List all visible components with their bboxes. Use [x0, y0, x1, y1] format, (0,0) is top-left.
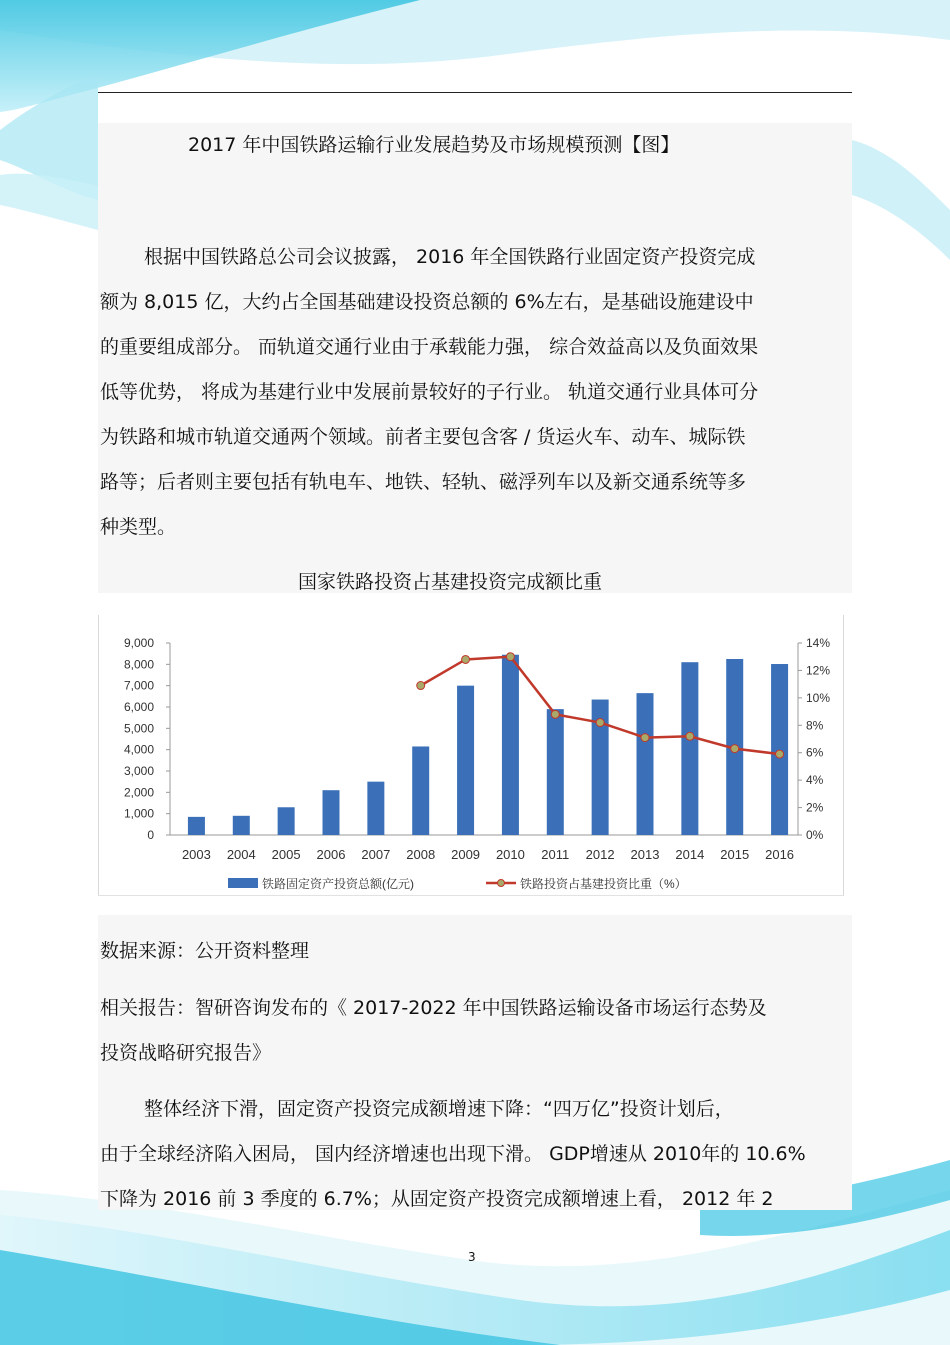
x-axis-tick-label: 2004	[226, 847, 256, 862]
x-axis-tick-label: 2014	[675, 847, 705, 862]
source-note: 数据来源：公开资料整理	[100, 940, 310, 962]
right-axis-tick-label: 12%	[806, 663, 831, 678]
railway-investment-chart	[98, 593, 852, 915]
left-axis-tick-label: 0	[147, 828, 154, 842]
bar-2014	[681, 662, 698, 835]
left-axis-tick-label: 9,000	[123, 636, 154, 650]
chart-title: 国家铁路投资占基建投资完成额比重	[298, 571, 603, 593]
x-axis-tick-label: 2010	[495, 847, 525, 862]
document-title: 2017 年中国铁路运输行业发展趋势及市场规模预测【图】	[188, 134, 680, 156]
x-axis-tick-label: 2007	[361, 847, 391, 862]
left-axis-tick-label: 3,000	[123, 764, 154, 778]
paragraph-line: 路等；后者则主要包括有轨电车、地铁、轻轨、磁浮列车以及新交通系统等多	[100, 471, 747, 493]
right-axis-tick-label: 0%	[806, 828, 824, 842]
right-axis-tick-label: 4%	[806, 773, 824, 788]
related-report-line: 相关报告：智研咨询发布的《 2017-2022 年中国铁路运输设备市场运行态势及	[100, 997, 767, 1019]
left-axis-tick-label: 1,000	[123, 806, 154, 821]
x-axis-tick-label: 2013	[630, 847, 660, 862]
x-axis-tick-label: 2015	[720, 847, 750, 862]
bar-2009	[457, 686, 474, 835]
bar-2010	[502, 655, 519, 835]
bar-2007	[367, 782, 384, 835]
paragraph-line: 下降为 2016 前 3 季度的 6.7%；从固定资产投资完成额增速上看， 2012 年 2	[100, 1188, 774, 1210]
ratio-point-2014	[686, 732, 694, 740]
ratio-point-2010	[506, 653, 514, 661]
bar-2008	[412, 746, 429, 835]
x-axis-tick-label: 2005	[271, 847, 301, 862]
paragraph-line: 的重要组成部分。 而轨道交通行业由于承载能力强， 综合效益高以及负面效果	[100, 336, 759, 358]
paragraph-line: 由于全球经济陷入困局， 国内经济增速也出现下滑。 GDP增速从 2010年的 10.6%	[100, 1143, 806, 1165]
paragraph-line: 额为 8,015 亿，大约占全国基础建设投资总额的 6%左右，是基础设施建设中	[100, 291, 754, 313]
x-axis-tick-label: 2009	[451, 847, 481, 862]
x-axis-tick-label: 2006	[316, 847, 346, 862]
header-rule	[98, 92, 852, 93]
x-axis-tick-label: 2008	[406, 847, 436, 862]
left-axis-tick-label: 2,000	[123, 785, 154, 800]
right-axis-tick-label: 6%	[806, 745, 824, 760]
left-axis-tick-label: 6,000	[123, 700, 154, 714]
legend-bar-swatch	[228, 878, 258, 888]
ratio-point-2013	[641, 734, 649, 742]
left-axis-tick-label: 7,000	[123, 678, 154, 693]
x-axis-tick-label: 2003	[181, 847, 211, 862]
bar-2003	[188, 817, 205, 835]
left-axis-tick-label: 4,000	[123, 742, 154, 757]
legend-line-label: 铁路投资占基建投资比重（%）	[520, 877, 687, 891]
bar-2016	[771, 664, 788, 835]
bar-2005	[278, 807, 295, 835]
related-report-line: 投资战略研究报告》	[100, 1042, 272, 1064]
ratio-point-2016	[776, 750, 784, 758]
x-axis-tick-label: 2012	[585, 847, 615, 862]
bar-2011	[547, 709, 564, 835]
bar-2013	[637, 693, 654, 835]
paragraph-line: 种类型。	[100, 516, 177, 538]
ratio-point-2011	[551, 710, 559, 718]
ratio-point-2012	[596, 719, 604, 727]
ratio-point-2015	[731, 745, 739, 753]
bar-2006	[323, 790, 340, 835]
paragraph-line: 整体经济下滑，固定资产投资完成额增速下降：“四万亿”投资计划后，	[144, 1098, 734, 1120]
left-axis-tick-label: 5,000	[123, 721, 154, 736]
paragraph-line: 低等优势， 将成为基建行业中发展前景较好的子行业。 轨道交通行业具体可分	[100, 381, 759, 403]
paragraph-line: 根据中国铁路总公司会议披露， 2016 年全国铁路行业固定资产投资完成	[144, 246, 756, 268]
right-axis-tick-label: 14%	[806, 636, 831, 650]
page-number: 3	[468, 1250, 476, 1264]
legend-line-marker	[498, 880, 505, 887]
right-axis-tick-label: 10%	[806, 690, 831, 705]
left-axis-tick-label: 8,000	[123, 657, 154, 672]
x-axis-tick-label: 2011	[541, 847, 570, 862]
paragraph-line: 为铁路和城市轨道交通两个领域。前者主要包含客 / 货运火车、动车、城际铁	[100, 426, 746, 448]
right-axis-tick-label: 2%	[806, 800, 824, 815]
chart-container	[98, 593, 852, 915]
x-axis-tick-label: 2016	[765, 847, 795, 862]
right-axis-tick-label: 8%	[806, 718, 824, 733]
bar-2004	[233, 816, 250, 835]
legend-bar-label: 铁路固定资产投资总额(亿元)	[262, 877, 414, 891]
ratio-point-2009	[462, 655, 470, 663]
ratio-point-2008	[417, 682, 425, 690]
